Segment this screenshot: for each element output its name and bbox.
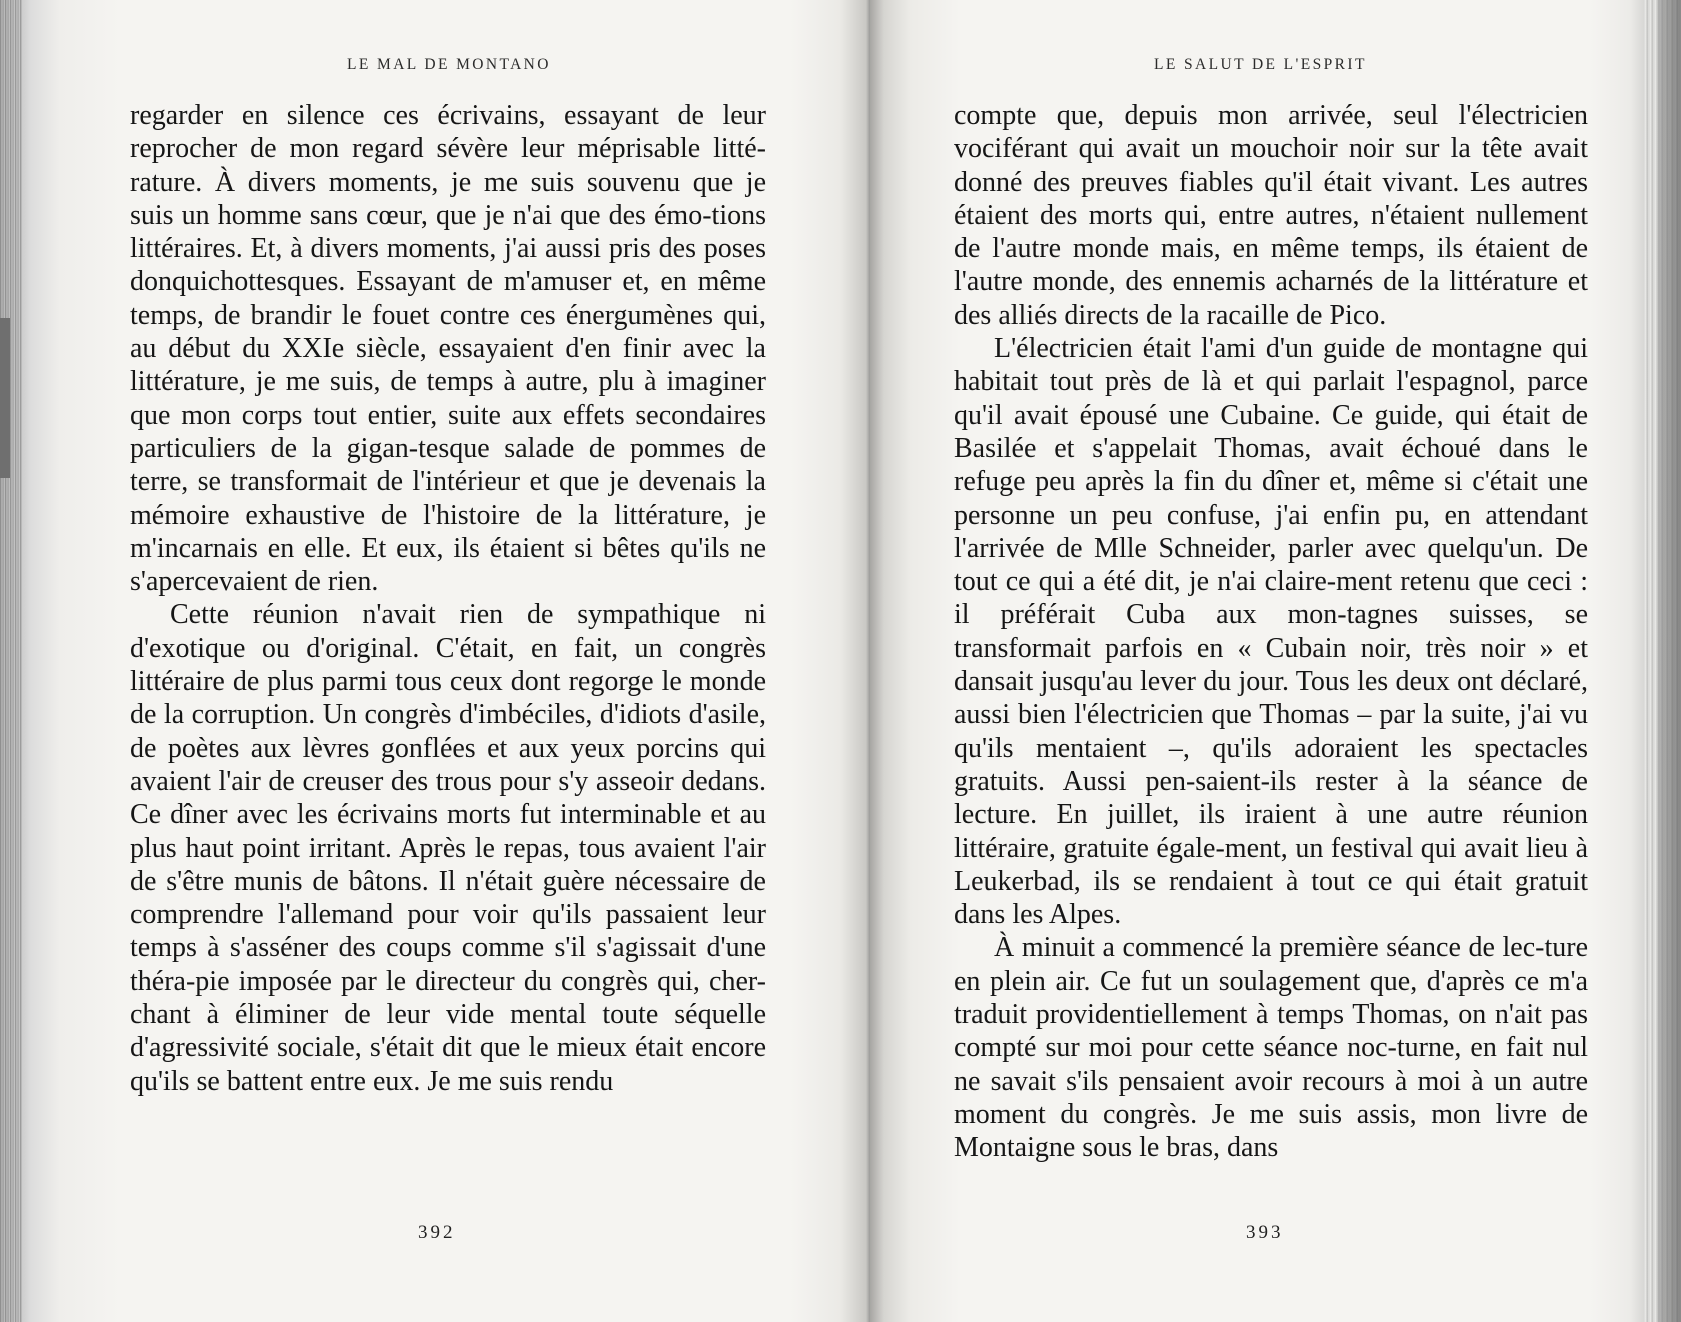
left-paragraph-1: regarder en silence ces écrivains, essayant de leur reprocher de mon regard sévère leur méprisable litté-rature. À divers moments, je me suis souvenu que je suis un homme sans cœur, que je n'ai que des émo-tions littéraires. Et, à divers moments, j'ai aussi pris des poses donquichottesques. Essayant de m'amuser et, en même temps, de brandir le fouet contre ces énergumènes qui, au début du XXIe siècle, essayaient d'en finir avec la littérature, je me suis, de temps à autre, plu à imaginer que mon corps tout entier, suite aux effets secondaires particuliers de la gigan-tesque salade de pommes de terre, se transformait de l'intérieur et que je devenais la mémoire exhaustive de l'histoire de la littérature, je m'incarnais en elle. Et eux, ils étaient si bêtes qu'ils ne s'apercevaient de rien. (130, 100, 766, 598)
left-running-head: LE MAL DE MONTANO (347, 56, 551, 73)
left-paragraph-2: Cette réunion n'avait rien de sympathique ni d'exotique ou d'original. C'était, en fait, un congrès littéraire de plus parmi tous ceux dont regorge le monde de la corruption. Un congrès d'imbéciles, d'idiots d'asile, de poètes aux lèvres gonflées et aux yeux porcins qui avaient l'air de creuser des trous pour s'y asseoir dedans. Ce dîner avec les écrivains morts fut interminable et au plus haut point irritant. Après le repas, tous avaient l'air de s'être munis de bâtons. Il n'était guère nécessaire de comprendre l'allemand pour voir qu'ils passaient leur temps à s'asséner des coups comme s'il s'agissait d'une théra-pie imposée par le directeur du congrès qui, cher-chant à éliminer de leur vide mental toute séquelle d'agressivité sociale, s'était dit que le mieux était encore qu'ils se battent entre eux. Je me suis rendu (130, 599, 766, 1097)
right-page (870, 0, 1660, 1322)
right-paragraph-3: À minuit a commencé la première séance de lec-ture en plein air. Ce fut un soulagement que, d'après ce m'a traduit providentiellement à temps Thomas, on n'ait pas compté sur moi pour cette séance noc-turne, en fait nul ne savait s'ils pensaient avoir recours à moi à un autre moment du congrès. Je me suis assis, mon livre de Montaigne sous le bras, dans (954, 932, 1588, 1164)
right-paragraph-1: compte que, depuis mon arrivée, seul l'électricien vociférant qui avait un mouchoir noir sur la tête avait donné des preuves fiables qu'il était vivant. Les autres étaient des morts qui, entre autres, n'étaient nullement de l'autre monde mais, en même temps, ils étaient de l'autre monde, des ennemis acharnés de la littérature et des alliés directs de la racaille de Pico. (954, 100, 1588, 331)
left-page-number: 392 (418, 1222, 456, 1243)
left-page-edge (0, 0, 22, 1322)
right-edge-shadow (1658, 0, 1681, 1322)
bookmark-ribbon (0, 318, 10, 478)
right-page-body (954, 99, 1588, 1165)
right-page-number: 393 (1246, 1222, 1284, 1243)
right-running-head: LE SALUT DE L'ESPRIT (1154, 56, 1367, 73)
left-page-body (130, 99, 766, 1098)
right-paragraph-2: L'électricien était l'ami d'un guide de montagne qui habitait tout près de là et qui parlait l'espagnol, parce qu'il avait épousé une Cubaine. Ce guide, qui était de Basilée et s'appelait Thomas, avait échoué dans le refuge peu après la fin du dîner et, même si c'était une personne un peu confuse, j'ai enfin pu, en attendant l'arrivée de Mlle Schneider, parler avec quelqu'un. De tout ce qui a été dit, je n'ai claire-ment retenu que ceci : il préférait Cuba aux mon-tagnes suisses, se transformait parfois en « Cubain noir, très noir » et dansait jusqu'au lever du jour. Tous les deux ont déclaré, aussi bien l'électricien que Thomas – par la suite, j'ai vu qu'ils mentaient –, qu'ils adoraient les spectacles gratuits. Aussi pen-saient-ils rester à la séance de lecture. En juillet, ils iraient à une autre réunion littéraire, gratuite égale-ment, un festival qui avait lieu à Leukerbad, ils se rendaient à tout ce qui était gratuit dans les Alpes. (954, 333, 1588, 931)
